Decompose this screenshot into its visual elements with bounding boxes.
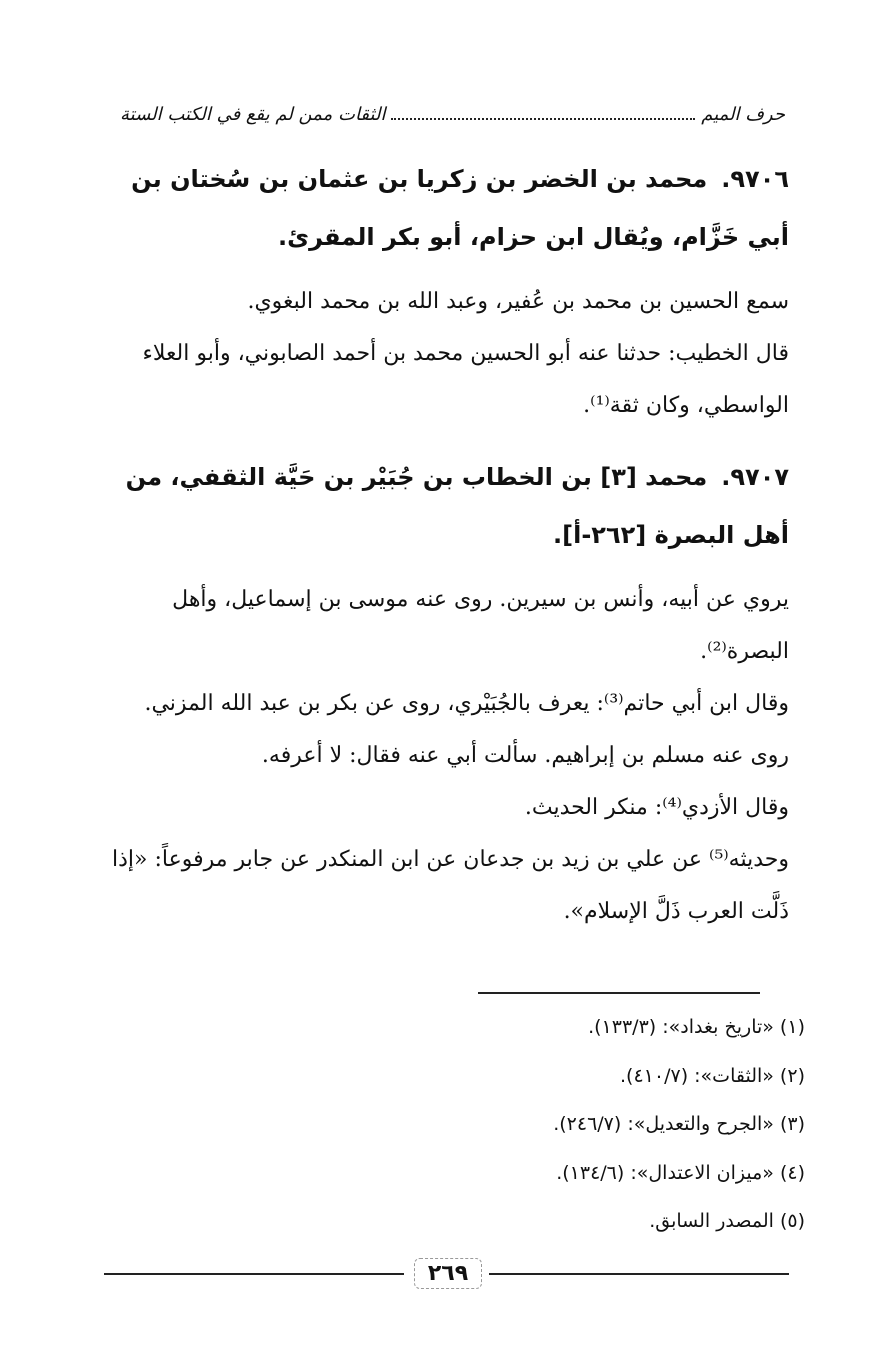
entry-paragraph: وقال ابن أبي حاتم⁽³⁾: يعرف بالجُبَيْري، روى عن بكر بن عبد الله المزني. روى عنه مسلم بن إبراهيم. سألت أبي عنه فقال: لا أعرفه. bbox=[144, 691, 789, 768]
page-footer bbox=[104, 1258, 789, 1298]
page-number: ٢٦٩ bbox=[414, 1258, 482, 1289]
footnote-item: (٥) المصدر السابق. bbox=[649, 1210, 805, 1232]
main-text bbox=[108, 150, 789, 938]
footnote-item: (٤) «ميزان الاعتدال»: (١٣٤/٦). bbox=[556, 1161, 805, 1184]
footer-rule-right bbox=[489, 1273, 789, 1275]
footer-rule-left bbox=[104, 1273, 404, 1275]
running-header bbox=[120, 98, 785, 130]
entry-paragraph: سمع الحسين بن محمد بن عُفير، وعبد الله بن محمد البغوي. bbox=[247, 289, 789, 314]
header-book-title: الثقات ممن لم يقع في الكتب الستة bbox=[120, 103, 386, 125]
footnotes bbox=[300, 1003, 805, 1246]
entry-paragraph: يروي عن أبيه، وأنس بن سيرين. روى عنه موسى بن إسماعيل، وأهل البصرة⁽²⁾. bbox=[172, 587, 789, 664]
footnote-item: (١) «تاريخ بغداد»: (١٣٣/٣). bbox=[588, 1016, 805, 1038]
entry-title: محمد [٣] بن الخطاب بن جُبَيْر بن حَيَّة الثقفي، من أهل البصرة [٢٦٢-أ]. bbox=[125, 463, 789, 549]
footnote-separator bbox=[478, 992, 760, 994]
entry-heading bbox=[108, 448, 789, 564]
spacer bbox=[108, 432, 789, 448]
entry-number: ٩٧٠٦. bbox=[721, 165, 789, 193]
entry-paragraph: وقال الأزدي⁽⁴⁾: منكر الحديث. bbox=[524, 795, 789, 820]
entry-paragraph: قال الخطيب: حدثنا عنه أبو الحسين محمد بن أحمد الصابوني، وأبو العلاء الواسطي، وكان ثقة⁽¹⁾. bbox=[142, 341, 789, 418]
footnote-item: (٣) «الجرح والتعديل»: (٢٤٦/٧). bbox=[553, 1113, 805, 1135]
entry-title: محمد بن الخضر بن زكريا بن عثمان بن سُختان بن أبي خَزَّام، ويُقال ابن حزام، أبو بكر المقرئ. bbox=[131, 165, 789, 251]
entry-heading bbox=[108, 150, 789, 266]
entry-paragraph: وحديثه⁽⁵⁾ عن علي بن زيد بن جدعان عن ابن المنكدر عن جابر مرفوعاً: «إذا ذَلَّت العرب ذَلَّ الإسلام». bbox=[112, 847, 789, 924]
header-chapter: حرف الميم bbox=[701, 103, 785, 125]
header-dot-leader bbox=[391, 108, 695, 120]
footnote-item: (٢) «الثقات»: (٤١٠/٧). bbox=[620, 1064, 805, 1087]
entry-number: ٩٧٠٧. bbox=[721, 463, 789, 491]
